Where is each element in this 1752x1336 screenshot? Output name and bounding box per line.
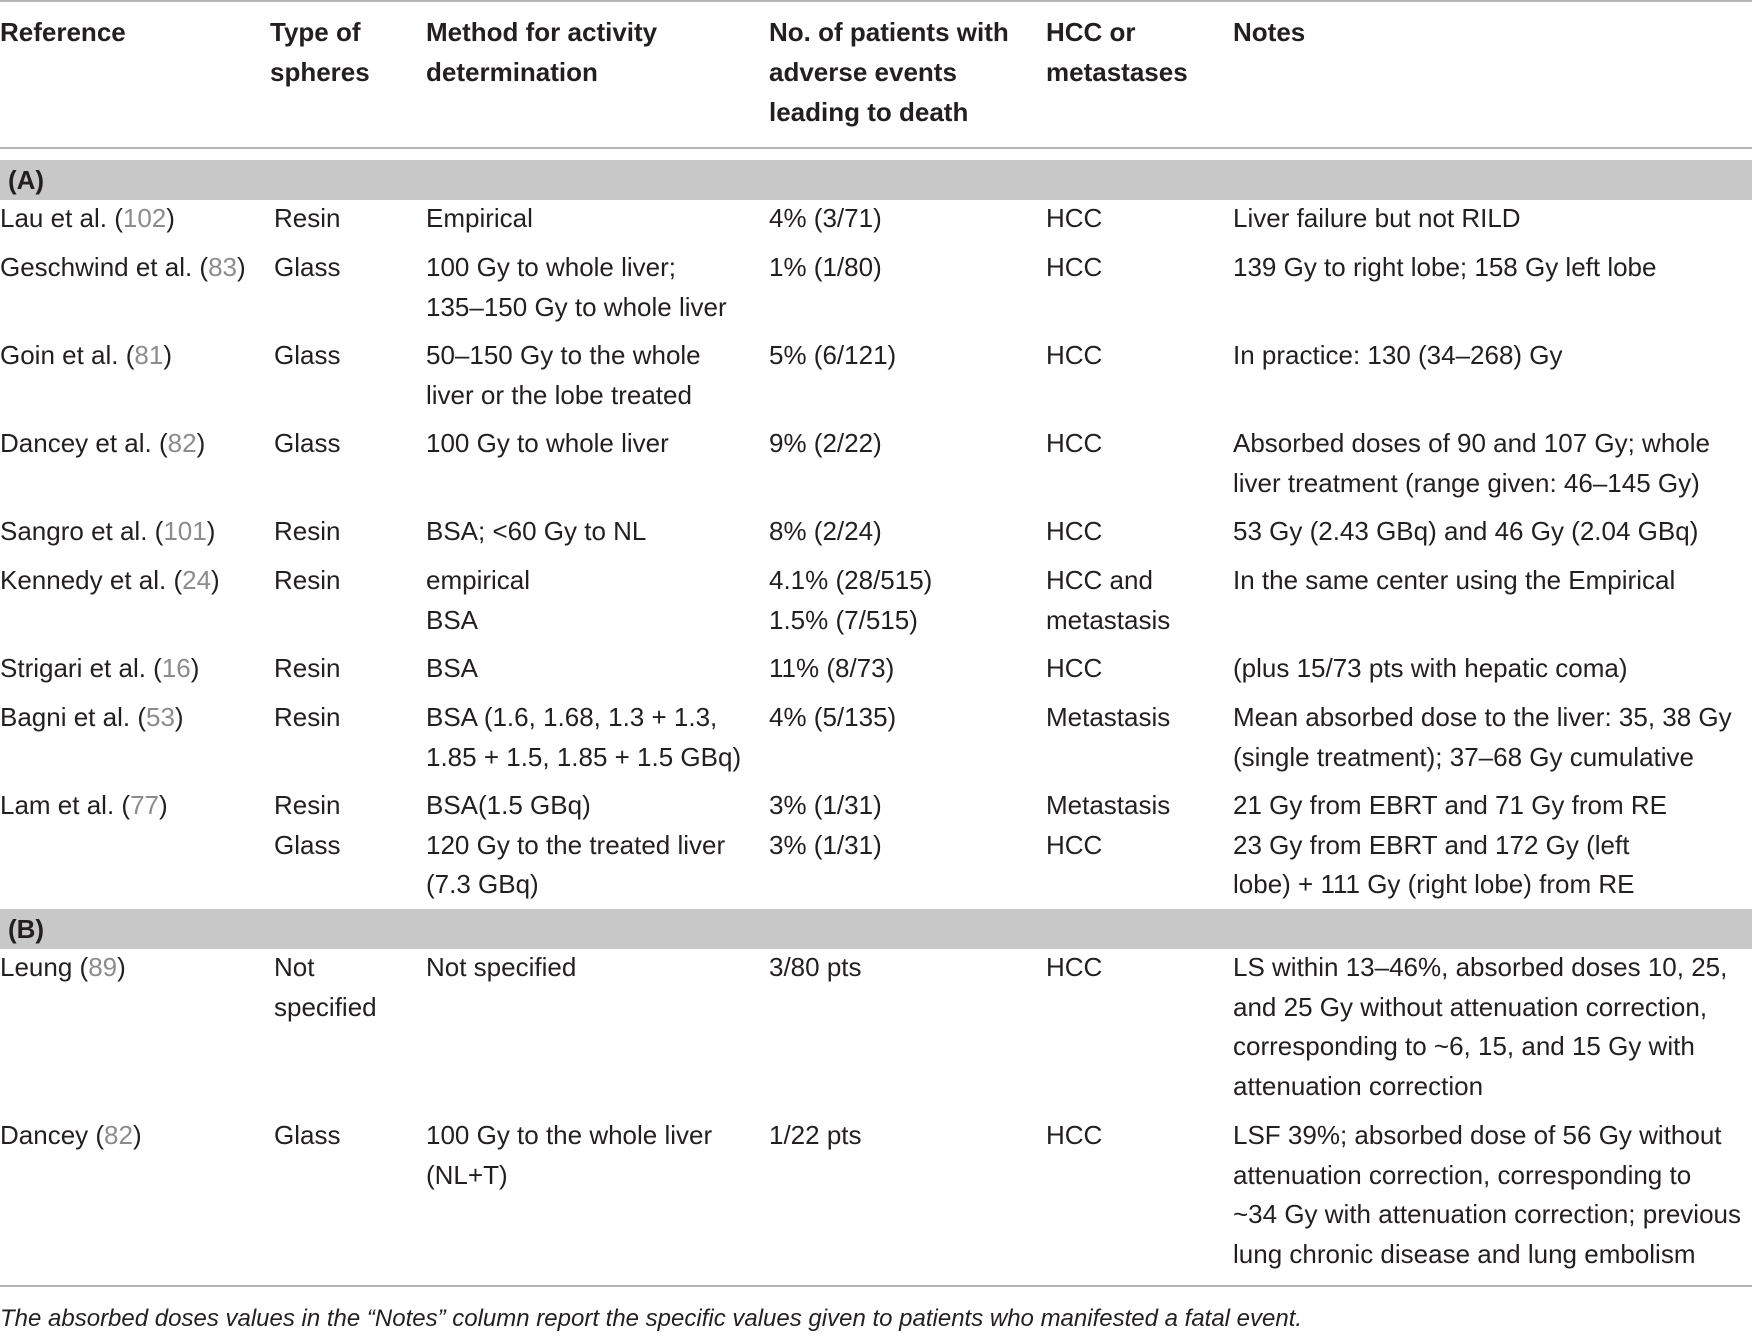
cell-line: 9% (2/22) [769, 428, 882, 458]
cell-notes [1233, 336, 1563, 376]
cell-line: specified [274, 991, 377, 1022]
cell-line: 5% (6/121) [769, 340, 897, 370]
reference-author: Lam et al. ( [0, 790, 131, 820]
cell-line: 3/80 pts [769, 952, 862, 982]
cell-line: Empirical [426, 203, 533, 233]
section-band [0, 909, 1752, 949]
header-line: Reference [0, 17, 126, 47]
cell-method [426, 649, 478, 689]
cell-line: Resin [274, 702, 341, 732]
cell-line: 3% (1/31) [769, 829, 882, 860]
header-line: spheres [270, 57, 370, 87]
header-line: adverse events [769, 57, 957, 87]
cell-line: HCC [1046, 428, 1103, 458]
cell-line: corresponding to ~6, 15, and 15 Gy with [1233, 1031, 1695, 1061]
cell-line: BSA(1.5 GBq) [426, 790, 591, 820]
cell-spheres [274, 512, 340, 552]
cell-patients [769, 786, 882, 865]
cell-hcc [1046, 424, 1102, 464]
reference-author: Dancey ( [0, 1120, 105, 1150]
cell-line: LSF 39%; absorbed dose of 56 Gy without [1233, 1120, 1722, 1150]
cell-line: In practice: 130 (34–268) Gy [1233, 340, 1563, 370]
cell-method [426, 698, 741, 777]
cell-reference [0, 424, 205, 464]
cell-line: HCC and [1046, 565, 1153, 595]
section-band [0, 160, 1752, 200]
cell-line: In the same center using the Empirical [1233, 565, 1676, 595]
cell-reference [0, 512, 215, 552]
header-rule [0, 147, 1752, 149]
cell-hcc [1046, 199, 1102, 239]
cell-line: 4.1% (28/515) [769, 565, 933, 595]
cell-patients [769, 512, 882, 552]
cell-line: ~34 Gy with attenuation correction; previous [1233, 1199, 1742, 1229]
reference-close-paren: ) [132, 1120, 142, 1150]
reference-author: Kennedy et al. ( [0, 565, 183, 595]
cell-line: 53 Gy (2.43 GBq) and 46 Gy (2.04 GBq) [1233, 516, 1699, 546]
cell-line: Glass [274, 829, 341, 860]
cell-notes [1233, 248, 1656, 288]
cell-hcc [1046, 649, 1102, 689]
cell-notes [1233, 698, 1732, 777]
cell-line: lung chronic disease and lung embolism [1233, 1238, 1696, 1269]
cell-reference [0, 1116, 142, 1156]
cell-hcc [1046, 1116, 1102, 1156]
cell-line: 21 Gy from EBRT and 71 Gy from RE [1233, 790, 1667, 820]
cell-reference [0, 786, 168, 826]
section-label: (B) [8, 914, 45, 944]
reference-citation-link[interactable]: 53 [145, 702, 175, 732]
reference-author: Sangro et al. ( [0, 516, 164, 546]
cell-patients [769, 199, 882, 239]
cell-method [426, 199, 533, 239]
header-patients [769, 12, 1009, 132]
cell-line: HCC [1046, 829, 1103, 860]
cell-notes [1233, 948, 1727, 1106]
cell-line: and 25 Gy without attenuation correction, [1233, 991, 1708, 1022]
cell-spheres [274, 948, 377, 1027]
cell-line: HCC [1046, 340, 1103, 370]
header-spheres [270, 12, 370, 92]
cell-reference [0, 199, 175, 239]
cell-line: 11% (8/73) [769, 653, 895, 683]
cell-spheres [274, 336, 340, 376]
cell-line: HCC [1046, 653, 1103, 683]
cell-notes [1233, 561, 1675, 601]
header-hcc [1046, 12, 1188, 92]
cell-line: 1.85 + 1.5, 1.85 + 1.5 GBq) [426, 741, 742, 772]
cell-patients [769, 698, 896, 738]
cell-line: attenuation correction, corresponding to [1233, 1159, 1692, 1190]
cell-patients [769, 561, 932, 640]
cell-line: HCC [1046, 1120, 1103, 1150]
cell-line: 100 Gy to whole liver [426, 428, 669, 458]
reference-citation-link[interactable]: 82 [104, 1120, 133, 1150]
cell-line: attenuation correction [1233, 1070, 1484, 1101]
cell-line: Glass [274, 1120, 341, 1150]
header-line: leading to death [769, 97, 969, 127]
cell-line: Resin [274, 516, 341, 546]
cell-line: metastasis [1046, 604, 1171, 635]
reference-close-paren: ) [163, 340, 172, 370]
cell-line: 3% (1/31) [769, 790, 882, 820]
cell-line: Resin [274, 653, 341, 683]
cell-spheres [274, 786, 340, 865]
cell-hcc [1046, 698, 1170, 738]
header-line: Method for activity [426, 17, 658, 47]
cell-patients [769, 948, 862, 988]
cell-line: 23 Gy from EBRT and 172 Gy (left [1233, 829, 1630, 860]
reference-citation-link[interactable]: 89 [88, 952, 118, 982]
cell-line: Liver failure but not RILD [1233, 203, 1521, 233]
cell-spheres [274, 199, 340, 239]
reference-close-paren: ) [206, 516, 216, 546]
reference-close-paren: ) [237, 252, 246, 282]
cell-method [426, 336, 701, 415]
reference-close-paren: ) [211, 565, 220, 595]
reference-author: Lau et al. ( [0, 203, 123, 233]
cell-line: BSA (1.6, 1.68, 1.3 + 1.3, [426, 702, 718, 732]
reference-close-paren: ) [166, 203, 175, 233]
cell-line: 8% (2/24) [769, 516, 882, 546]
reference-author: Bagni et al. ( [0, 702, 146, 732]
cell-line: Metastasis [1046, 702, 1171, 732]
reference-author: Strigari et al. ( [0, 653, 162, 683]
cell-spheres [274, 1116, 340, 1156]
cell-line: 50–150 Gy to the whole [426, 340, 701, 370]
cell-reference [0, 336, 172, 376]
cell-patients [769, 1116, 862, 1156]
cell-line: 139 Gy to right lobe; 158 Gy left lobe [1233, 252, 1657, 282]
cell-line: Not specified [426, 952, 577, 982]
cell-reference [0, 698, 184, 738]
reference-citation-link[interactable]: 16 [161, 653, 191, 683]
cell-line: 1% (1/80) [769, 252, 882, 282]
cell-line: 100 Gy to whole liver; [426, 252, 677, 282]
reference-close-paren: ) [158, 790, 168, 820]
cell-line: (7.3 GBq) [426, 869, 539, 899]
cell-line: Resin [274, 565, 341, 595]
cell-line: LS within 13–46%, absorbed doses 10, 25, [1233, 952, 1728, 982]
reference-citation-link[interactable]: 101 [163, 516, 207, 546]
cell-method [426, 512, 646, 552]
cell-method [426, 786, 725, 905]
header-line: HCC or [1046, 17, 1136, 47]
reference-close-paren: ) [190, 653, 200, 683]
reference-author: Geschwind et al. ( [0, 252, 209, 282]
cell-line: (single treatment); 37–68 Gy cumulative [1233, 741, 1694, 772]
cell-patients [769, 336, 896, 376]
cell-notes [1233, 786, 1667, 905]
cell-line: Resin [274, 203, 341, 233]
cell-line: (NL+T) [426, 1159, 508, 1190]
reference-close-paren: ) [117, 952, 126, 982]
cell-method [426, 424, 669, 464]
cell-method [426, 1116, 712, 1195]
reference-author: Leung ( [0, 952, 89, 982]
cell-hcc [1046, 786, 1170, 865]
cell-line: Glass [274, 340, 341, 370]
reference-citation-link[interactable]: 82 [167, 428, 197, 458]
reference-author: Dancey et al. ( [0, 428, 168, 458]
section-label: (A) [8, 165, 45, 195]
cell-notes [1233, 649, 1628, 689]
cell-line: liver or the lobe treated [426, 379, 692, 410]
cell-line: liver treatment (range given: 46–145 Gy) [1233, 467, 1700, 498]
reference-citation-link[interactable]: 24 [182, 565, 212, 595]
header-reference [0, 12, 126, 52]
cell-line: BSA [426, 604, 479, 635]
cell-notes [1233, 424, 1710, 503]
cell-patients [769, 248, 882, 288]
reference-citation-link[interactable]: 77 [130, 790, 159, 820]
top-rule [0, 0, 1752, 2]
cell-line: Resin [274, 790, 341, 820]
reference-citation-link[interactable]: 102 [122, 203, 167, 233]
cell-line: empirical [426, 565, 531, 595]
table-footnote: The absorbed doses values in the “Notes” column report the specific values given to patients who manifested a fatal event. [0, 1305, 1303, 1332]
cell-line: HCC [1046, 252, 1103, 282]
cell-line: Metastasis [1046, 790, 1171, 820]
reference-citation-link[interactable]: 83 [208, 252, 238, 282]
reference-close-paren: ) [196, 428, 206, 458]
cell-spheres [274, 649, 340, 689]
cell-line: 100 Gy to the whole liver [426, 1120, 713, 1150]
cell-line: 120 Gy to the treated liver [426, 829, 726, 860]
reference-author: Goin et al. ( [0, 340, 135, 370]
cell-line: Mean absorbed dose to the liver: 35, 38 Gy [1233, 702, 1732, 732]
cell-hcc [1046, 948, 1102, 988]
reference-citation-link[interactable]: 81 [134, 340, 164, 370]
cell-method [426, 248, 727, 327]
cell-hcc [1046, 248, 1102, 288]
header-line: Notes [1233, 17, 1306, 47]
cell-line: BSA; <60 Gy to NL [426, 516, 647, 546]
cell-notes [1233, 199, 1521, 239]
cell-line: 1.5% (7/515) [769, 604, 918, 635]
cell-patients [769, 649, 894, 689]
header-line: No. of patients with [769, 17, 1009, 47]
cell-line: 4% (3/71) [769, 203, 882, 233]
header-notes [1233, 12, 1305, 52]
cell-reference [0, 649, 199, 689]
cell-spheres [274, 248, 340, 288]
cell-reference [0, 561, 220, 601]
cell-line: Glass [274, 428, 341, 458]
cell-line: 1/22 pts [769, 1120, 862, 1150]
cell-notes [1233, 1116, 1741, 1274]
cell-patients [769, 424, 882, 464]
cell-notes [1233, 512, 1698, 552]
cell-line: Glass [274, 252, 341, 282]
cell-hcc [1046, 561, 1170, 640]
cell-line: 135–150 Gy to whole liver [426, 291, 727, 322]
header-line: metastases [1046, 57, 1188, 87]
header-line: determination [426, 57, 598, 87]
cell-spheres [274, 424, 340, 464]
cell-method [426, 948, 576, 988]
cell-line: HCC [1046, 516, 1103, 546]
cell-reference [0, 948, 126, 988]
cell-hcc [1046, 512, 1102, 552]
bottom-rule [0, 1285, 1752, 1287]
cell-spheres [274, 698, 340, 738]
cell-line: HCC [1046, 203, 1103, 233]
cell-reference [0, 248, 246, 288]
cell-line: (plus 15/73 pts with hepatic coma) [1233, 653, 1628, 683]
cell-line: HCC [1046, 952, 1103, 982]
reference-close-paren: ) [174, 702, 184, 732]
cell-line: lobe) + 111 Gy (right lobe) from RE [1233, 869, 1635, 899]
cell-line: 4% (5/135) [769, 702, 897, 732]
cell-line: BSA [426, 653, 479, 683]
header-method [426, 12, 657, 92]
header-line: Type of [270, 17, 361, 47]
cell-spheres [274, 561, 340, 601]
cell-line: Absorbed doses of 90 and 107 Gy; whole [1233, 428, 1710, 458]
cell-line: Not [274, 952, 315, 982]
cell-method [426, 561, 530, 640]
cell-hcc [1046, 336, 1102, 376]
